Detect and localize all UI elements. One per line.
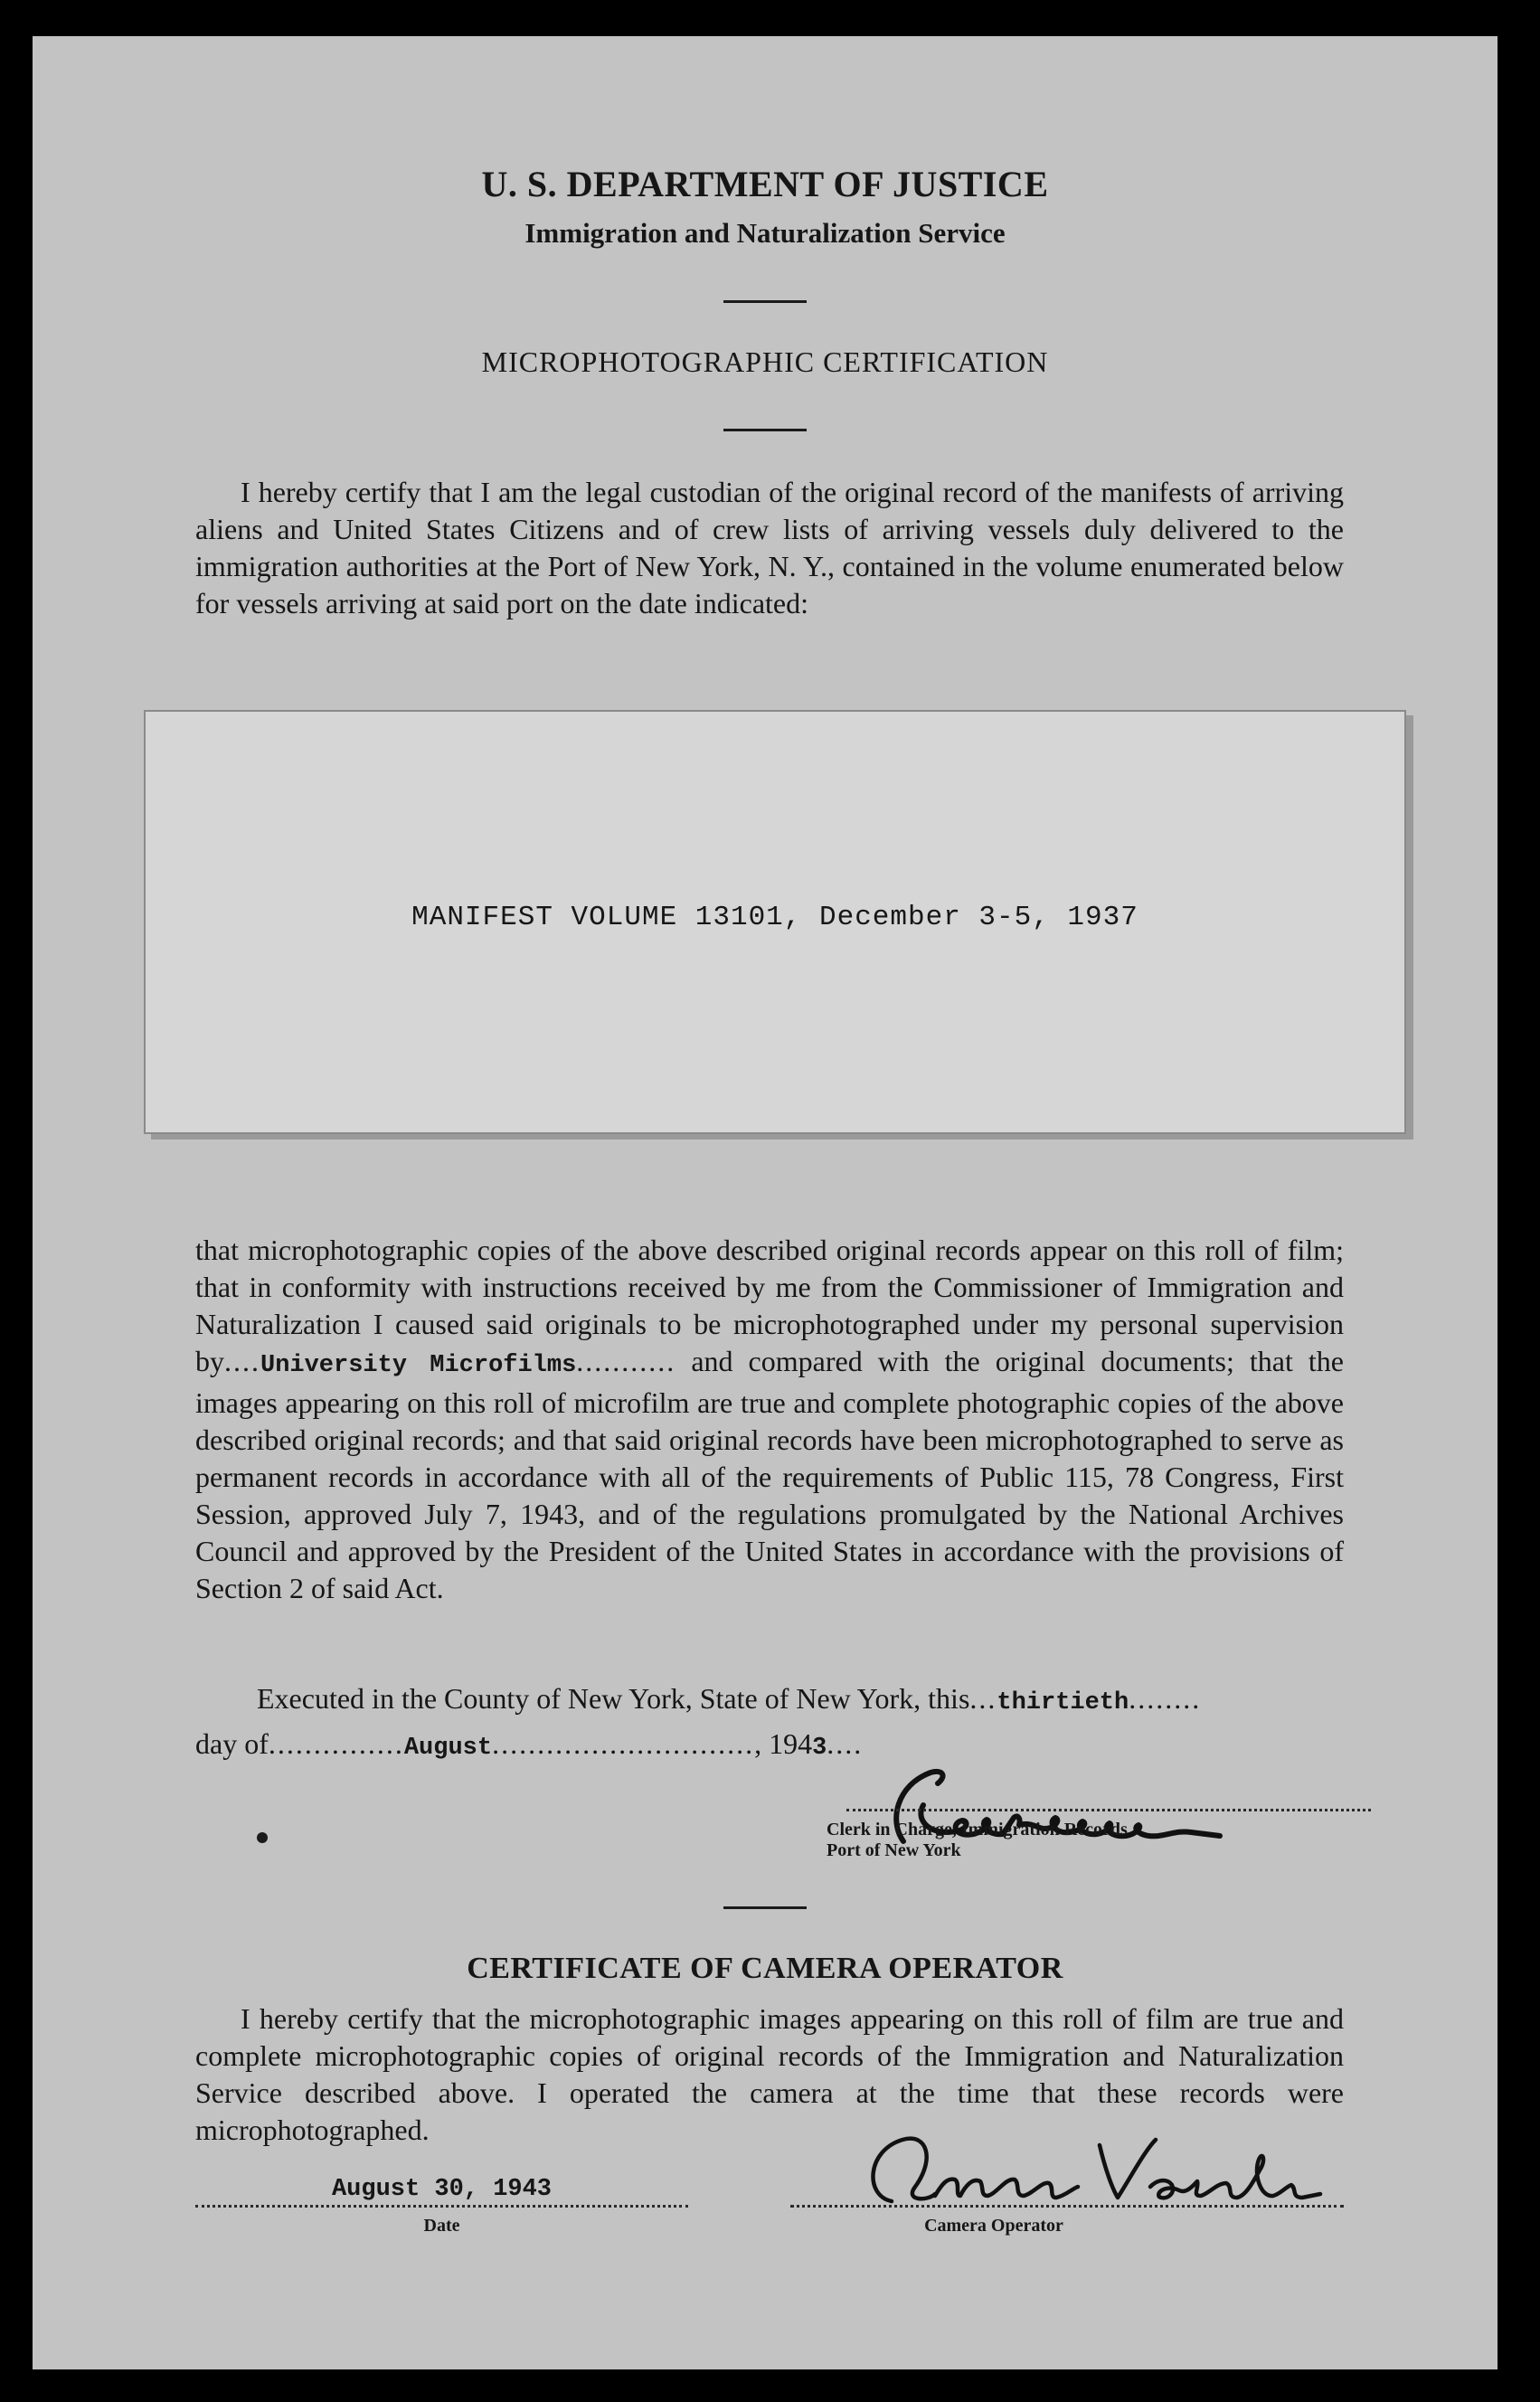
divider [723,1906,807,1909]
camera-operator-signature-line [790,2205,1344,2208]
service-subheading: Immigration and Naturalization Service [524,217,1006,249]
microfilmer-name: University Microfilms [260,1352,577,1379]
body-part-2: and compared with the original documents; that the images appearing on this roll of microfilm are true and complete photographic copies of the above described original records; and that said original records have been microphotographed to serve as permanent records in accordance with all of the requirements of Public 115, 78 Congress, First Session, approved July 7, 1943, and of the regulations promulgated by the National Archives Council and approved by the President of the United States in accordance with the provisions of Section 2 of said Act. [195,1345,1345,1604]
camera-operator-label: Camera Operator [924,2216,1063,2236]
clerk-title-line-2: Port of New York [827,1840,961,1860]
certification-title: MICROPHOTOGRAPHIC CERTIFICATION [481,345,1049,378]
department-heading: U. S. DEPARTMENT OF JUSTICE [481,164,1049,204]
date-line [195,2205,688,2208]
date-label: Date [423,2216,460,2236]
execution-month: August [403,1735,493,1762]
certification-body: that microphotographic copies of the above described original records appear on this roll of film; that in conformity with instructions received by me from the Commissioner of Immigration and Naturalization I caused said originals to be microphotographed under my personal supervision by....University Microfilms........... and compared with the original documents; that the images appearing on this roll of microfilm are true and complete photographic copies of the above described original records; and that said original records have been microphotographed to serve as permanent records in accordance with all of the requirements of Public 115, 78 Congress, First Session, approved July 7, 1943, and of the regulations promulgated by the National Archives Council and approved by the President of the United States in accordance with the provisions of Section 2 of said Act. [195,1234,1345,1604]
divider [723,300,807,303]
execution-text: Executed in the County of New York, State of New York, this [257,1682,970,1715]
execution-day: thirtieth [997,1689,1129,1716]
execution-year-digit: 3 [812,1735,827,1762]
punch-mark [257,1832,268,1843]
intro-paragraph: I hereby certify that I am the legal custodian of the original record of the manifests of arriving aliens and United States Citizens and of crew lists of arriving vessels duly delivered to the immigration authorities at the Port of New York, N. Y., contained in the volume enumerated below for vessels arriving at said port on the date indicated: [195,476,1344,619]
clerk-title-line-1: Clerk in Charge, Immigration Records [827,1820,1128,1839]
execution-date-line: day of...............August............................., 1943.... [195,1727,864,1762]
manifest-volume-label: MANIFEST VOLUME 13101, December 3-5, 1937 [411,902,1138,933]
operator-date-value: August 30, 1943 [331,2176,553,2203]
execution-line: Executed in the County of New York, State of New York, this...thirtieth........ [257,1682,1202,1716]
camera-operator-paragraph: I hereby certify that the microphotographic images appearing on this roll of film are true and complete microphotographic copies of original records of the Immigration and Naturalization Service described above. I operated the camera at the time that these records were microphotographed. [195,2002,1344,2146]
day-of-label: day of [195,1727,269,1760]
certificate-page [33,36,1497,2369]
camera-operator-heading: CERTIFICATE OF CAMERA OPERATOR [467,1952,1063,1985]
camera-operator-signature [828,2123,1335,2214]
execution-year-prefix: , 194 [754,1727,813,1760]
clerk-signature-line [846,1809,1371,1811]
body-part-1: that microphotographic copies of the above described original records appear on this roll of film; that in conformity with instructions received by me from the Commissioner of Immigration and Naturalization I caused said originals to be microphotographed under my personal supervision by [195,1234,1344,1377]
manifest-volume-slip [144,710,1406,1134]
divider [723,429,807,431]
clerk-title [827,1820,1315,1861]
